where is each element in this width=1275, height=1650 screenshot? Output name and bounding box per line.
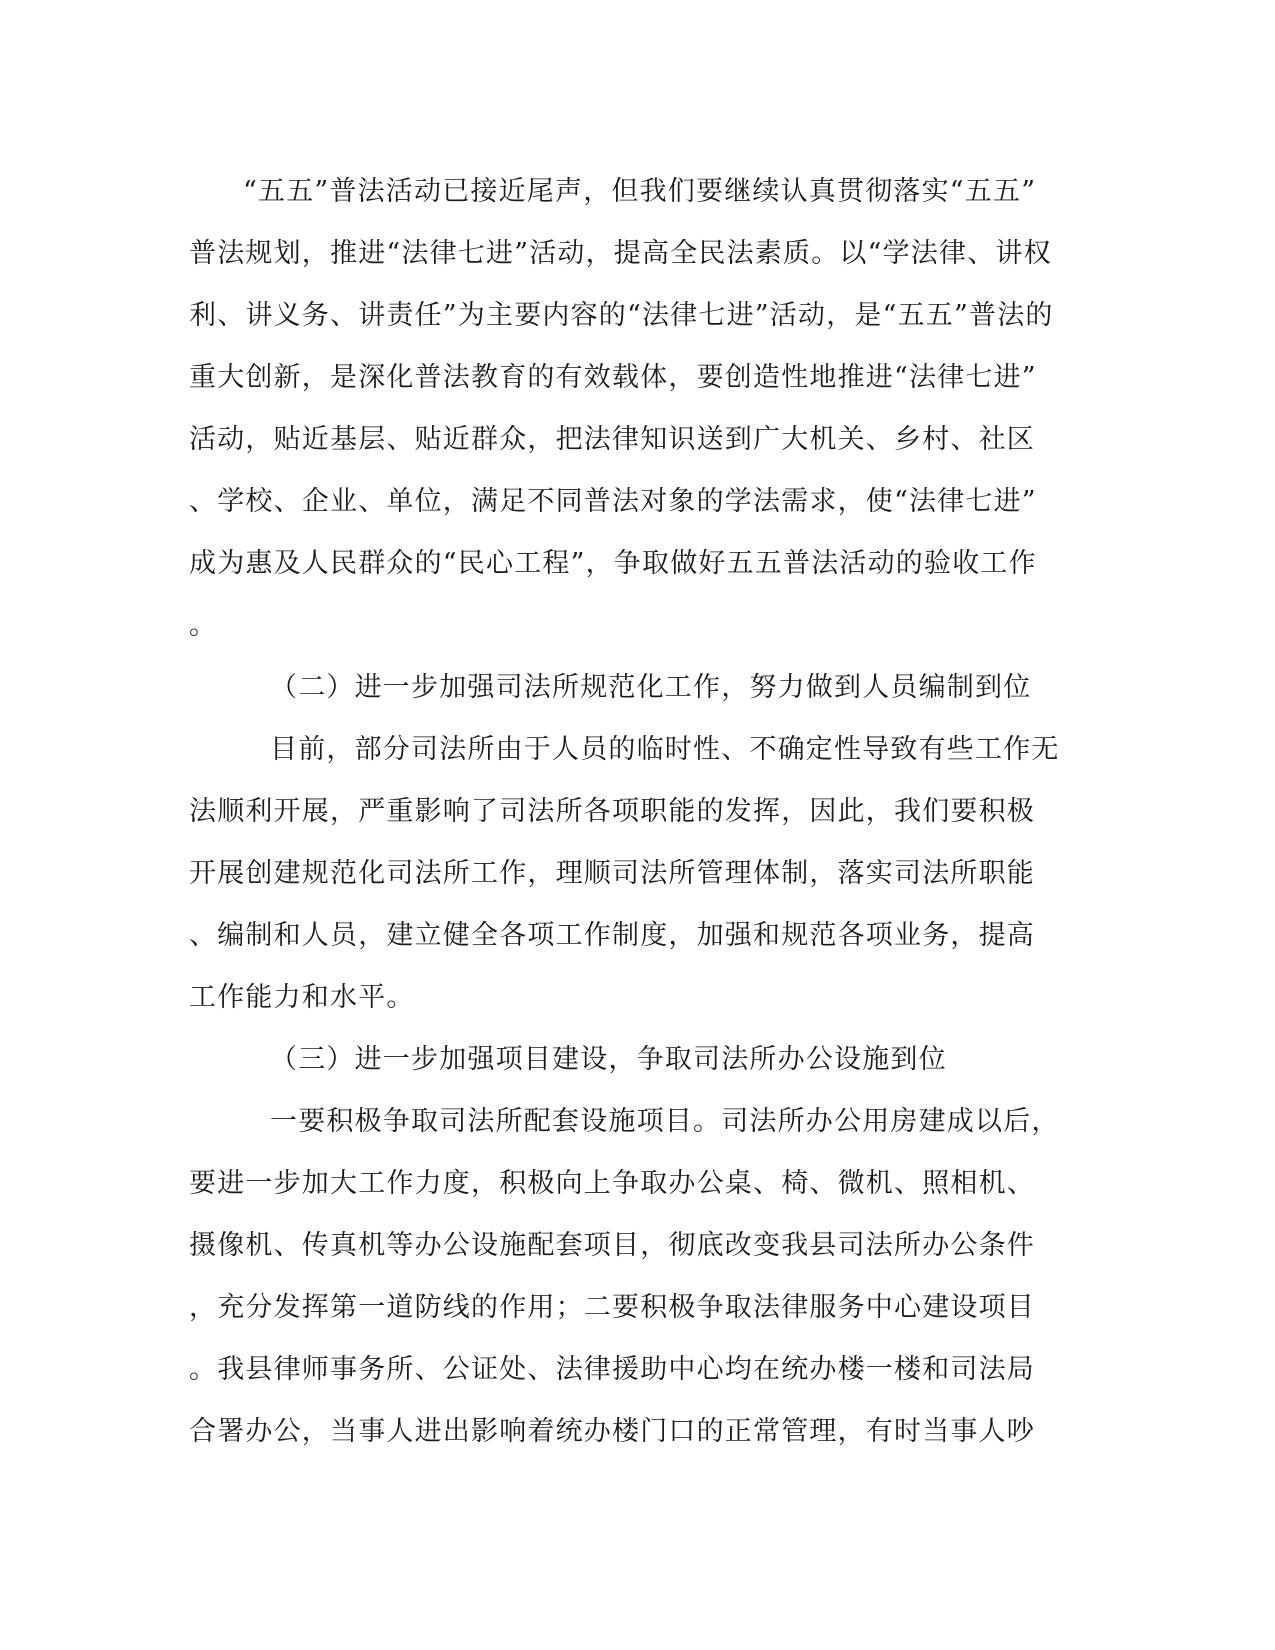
paragraph-line: 活动，贴近基层、贴近群众，把法律知识送到广大机关、乡村、社区 <box>189 424 1035 455</box>
paragraph-line: 重大创新，是深化普法教育的有效载体，要创造性地推进“法律七进” <box>189 362 1037 393</box>
paragraph-line: 合署办公，当事人进出影响着统办楼门口的正常管理，有时当事人吵 <box>189 1416 1035 1447</box>
paragraph-line: 摄像机、传真机等办公设施配套项目，彻底改变我县司法所办公条件 <box>189 1230 1035 1261</box>
paragraph-line: 一要积极争取司法所配套设施项目。司法所办公用房建成以后， <box>270 1106 1060 1137</box>
paragraph-line: 。 <box>189 610 218 641</box>
paragraph-line: 要进一步加大工作力度，积极向上争取办公桌、椅、微机、照相机、 <box>189 1168 1035 1199</box>
paragraph-line: 、编制和人员，建立健全各项工作制度，加强和规范各项业务，提高 <box>189 920 1035 951</box>
paragraph-line: 开展创建规范化司法所工作，理顺司法所管理体制，落实司法所职能 <box>189 858 1035 889</box>
paragraph-line: 法顺利开展，严重影响了司法所各项职能的发挥，因此，我们要积极 <box>189 796 1035 827</box>
section-heading: （二）进一步加强司法所规范化工作，努力做到人员编制到位 <box>270 672 1032 703</box>
body-text <box>189 161 1074 1463</box>
paragraph-line: “五五”普法活动已接近尾声，但我们要继续认真贯彻落实“五五” <box>243 176 1037 207</box>
paragraph-line: 成为惠及人民群众的“民心工程”，争取做好五五普法活动的验收工作 <box>189 548 1037 579</box>
paragraph-line: ，充分发挥第一道防线的作用；二要积极争取法律服务中心建设项目 <box>189 1292 1035 1323</box>
paragraph-line: 目前，部分司法所由于人员的临时性、不确定性导致有些工作无 <box>270 734 1060 765</box>
paragraph-line: 工作能力和水平。 <box>189 982 415 1013</box>
paragraph-line: 利、讲义务、讲责任”为主要内容的“法律七进”活动，是“五五”普法的 <box>189 300 1054 331</box>
paragraph-line: 。我县律师事务所、公证处、法律援助中心均在统办楼一楼和司法局 <box>189 1354 1035 1385</box>
section-heading: （三）进一步加强项目建设，争取司法所办公设施到位 <box>270 1044 947 1075</box>
paragraph-line: 、学校、企业、单位，满足不同普法对象的学法需求，使“法律七进” <box>189 486 1037 517</box>
paragraph-line: 普法规划，推进“法律七进”活动，提高全民法素质。以“学法律、讲权 <box>189 238 1052 269</box>
